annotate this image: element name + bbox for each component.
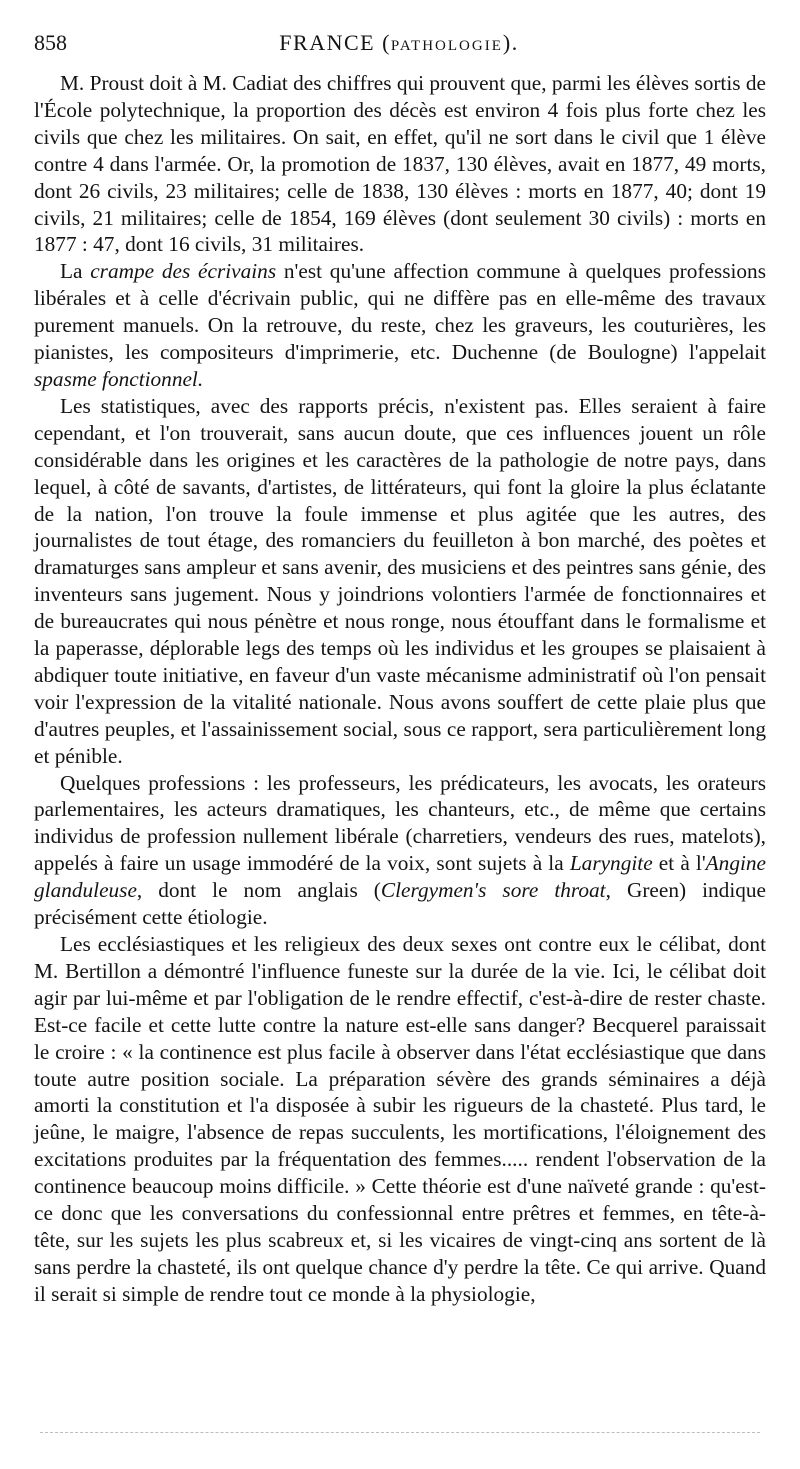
text-run: , Green) indique précisément cette étiologie. (34, 878, 766, 930)
text-run: et à l' (652, 851, 706, 876)
running-title-main: FRANCE ( (279, 30, 391, 55)
text-run: Les statistiques, avec des rapports précis, n'existent pas. Elles seraient à faire cependant, et l'on trouverait, sans aucun doute, que ces influences jouent un rôle considérable dans les origines et les caractères de la pathologie de notre pays, dans lequel, à côté de savants, d'artistes, de littérateurs, qui font la gloire la plus éclatante de la nation, l'on trouve la foule immense et plus agitée que les autres, des journalistes de tout étage, des romanciers du feuilleton à bon marché, des poètes et dramaturges sans ampleur et sans avenir, des musiciens et des peintres sans génie, des inventeurs sans jugement. Nous y joindrions volontiers l'armée de fonctionnaires et de bureaucrates qui nous pénètre et nous ronge, nous étouffant dans le formalisme et la paperasse, déplorable legs des temps où les individus et les groupes se plaisaient à abdiquer toute initiative, en faveur d'un vaste mécanisme administratif où l'on pensait voir l'expression de la vitalité nationale. Nous avons souffert de cette plaie plus que d'autres peuples, et l'assainissement social, sous ce rapport, sera particulièrement long et pénible. (34, 393, 766, 768)
page-number: 858 (34, 30, 67, 55)
italic-term: spasme fonctionnel. (34, 366, 204, 391)
text-run: Les ecclésiastiques et les religieux des deux sexes ont contre eux le célibat, dont M. Bertillon a démontré l'influence funeste sur la durée de la vie. Ici, le célibat doit agir par lui-même et par l'obligation de le rendre effectif, c'est-à-dire de rester chaste. Est-ce facile et cette lutte contre la nature est-elle sans danger? Becquerel paraissait le croire : « la continence est plus facile à observer dans l'état ecclésiastique que dans toute autre position sociale. La préparation sévère des grands séminaires a déjà amorti la constitution et l'a disposée à subir les rigueurs de la chasteté. Plus tard, le jeûne, le maigre, l'absence de repas succulents, les mortifications, l'éloignement des excitations produites par la fréquentation des femmes..... rendent l'observation de la continence beaucoup moins difficile. » Cette théorie est d'une naïveté grande : qu'est-ce donc que les conversations du confessionnal entre prêtres et femmes, en tête-à-tête, sur les sujets les plus scabreux et, si les vicaires de vingt-cinq ans sortent de là sans perdre la chasteté, ils ont quelque chance d'y perdre la tête. Ce qui arrive. Quand il serait si simple de rendre tout ce monde à la physiologie, (34, 932, 766, 1306)
paragraph-polytechnique (34, 70, 766, 258)
paragraph-professions-voix (34, 770, 766, 931)
text-run: , dont le nom anglais ( (136, 878, 381, 903)
italic-term: crampe des écrivains (90, 259, 277, 284)
italic-term: Angine glanduleuse (34, 851, 766, 903)
paragraph-crampe-des-ecrivains (34, 258, 766, 393)
paragraph-ecclesiastiques (34, 931, 766, 1308)
running-title-subject: PATHOLOGIE (390, 38, 503, 54)
running-title-end: ). (502, 30, 519, 55)
paragraph-statistiques (34, 393, 766, 770)
body-text (34, 70, 766, 1308)
text-run: n'est qu'une affection commune à quelques professions libérales et à celle d'écrivain public, qui ne diffère pas en elle-même des travaux purement manuels. On la retrouve, du reste, chez les graveurs, les couturières, les pianistes, les compositeurs d'imprimerie, etc. Duchenne (de Boulogne) l'appelait (34, 259, 766, 365)
text-run: M. Proust doit à M. Cadiat des chiffres qui prouvent que, parmi les élèves sortis de l'École polytechnique, la proportion des décès est environ 4 fois plus forte chez les civils que chez les militaires. On sait, en effet, qu'il ne sort dans le civil que 1 élève contre 4 dans l'armée. Or, la promotion de 1837, 130 élèves, avait en 1877, 49 morts, dont 26 civils, 23 militaires; celle de 1838, 130 élèves : morts en 1877, 40; dont 19 civils, 21 militaires; celle de 1854, 169 élèves (dont seulement 30 civils) : morts en 1877 : 47, dont 16 civils, 31 militaires. (34, 71, 766, 257)
running-title (34, 30, 764, 56)
italic-term: Laryngite (569, 851, 653, 876)
text-run: La (60, 259, 91, 284)
italic-term: Clergymen's sore throat (380, 878, 606, 903)
running-header (34, 28, 764, 60)
footer-rule (40, 1432, 760, 1433)
text-run: Quelques professions : les professeurs, les prédicateurs, les avocats, les orateurs parlementaires, les acteurs dramatiques, les chanteurs, etc., de même que certains individus de profession nullement libérale (charretiers, vendeurs des rues, matelots), appelés à faire un usage immodéré de la voix, sont sujets à la (34, 770, 766, 876)
